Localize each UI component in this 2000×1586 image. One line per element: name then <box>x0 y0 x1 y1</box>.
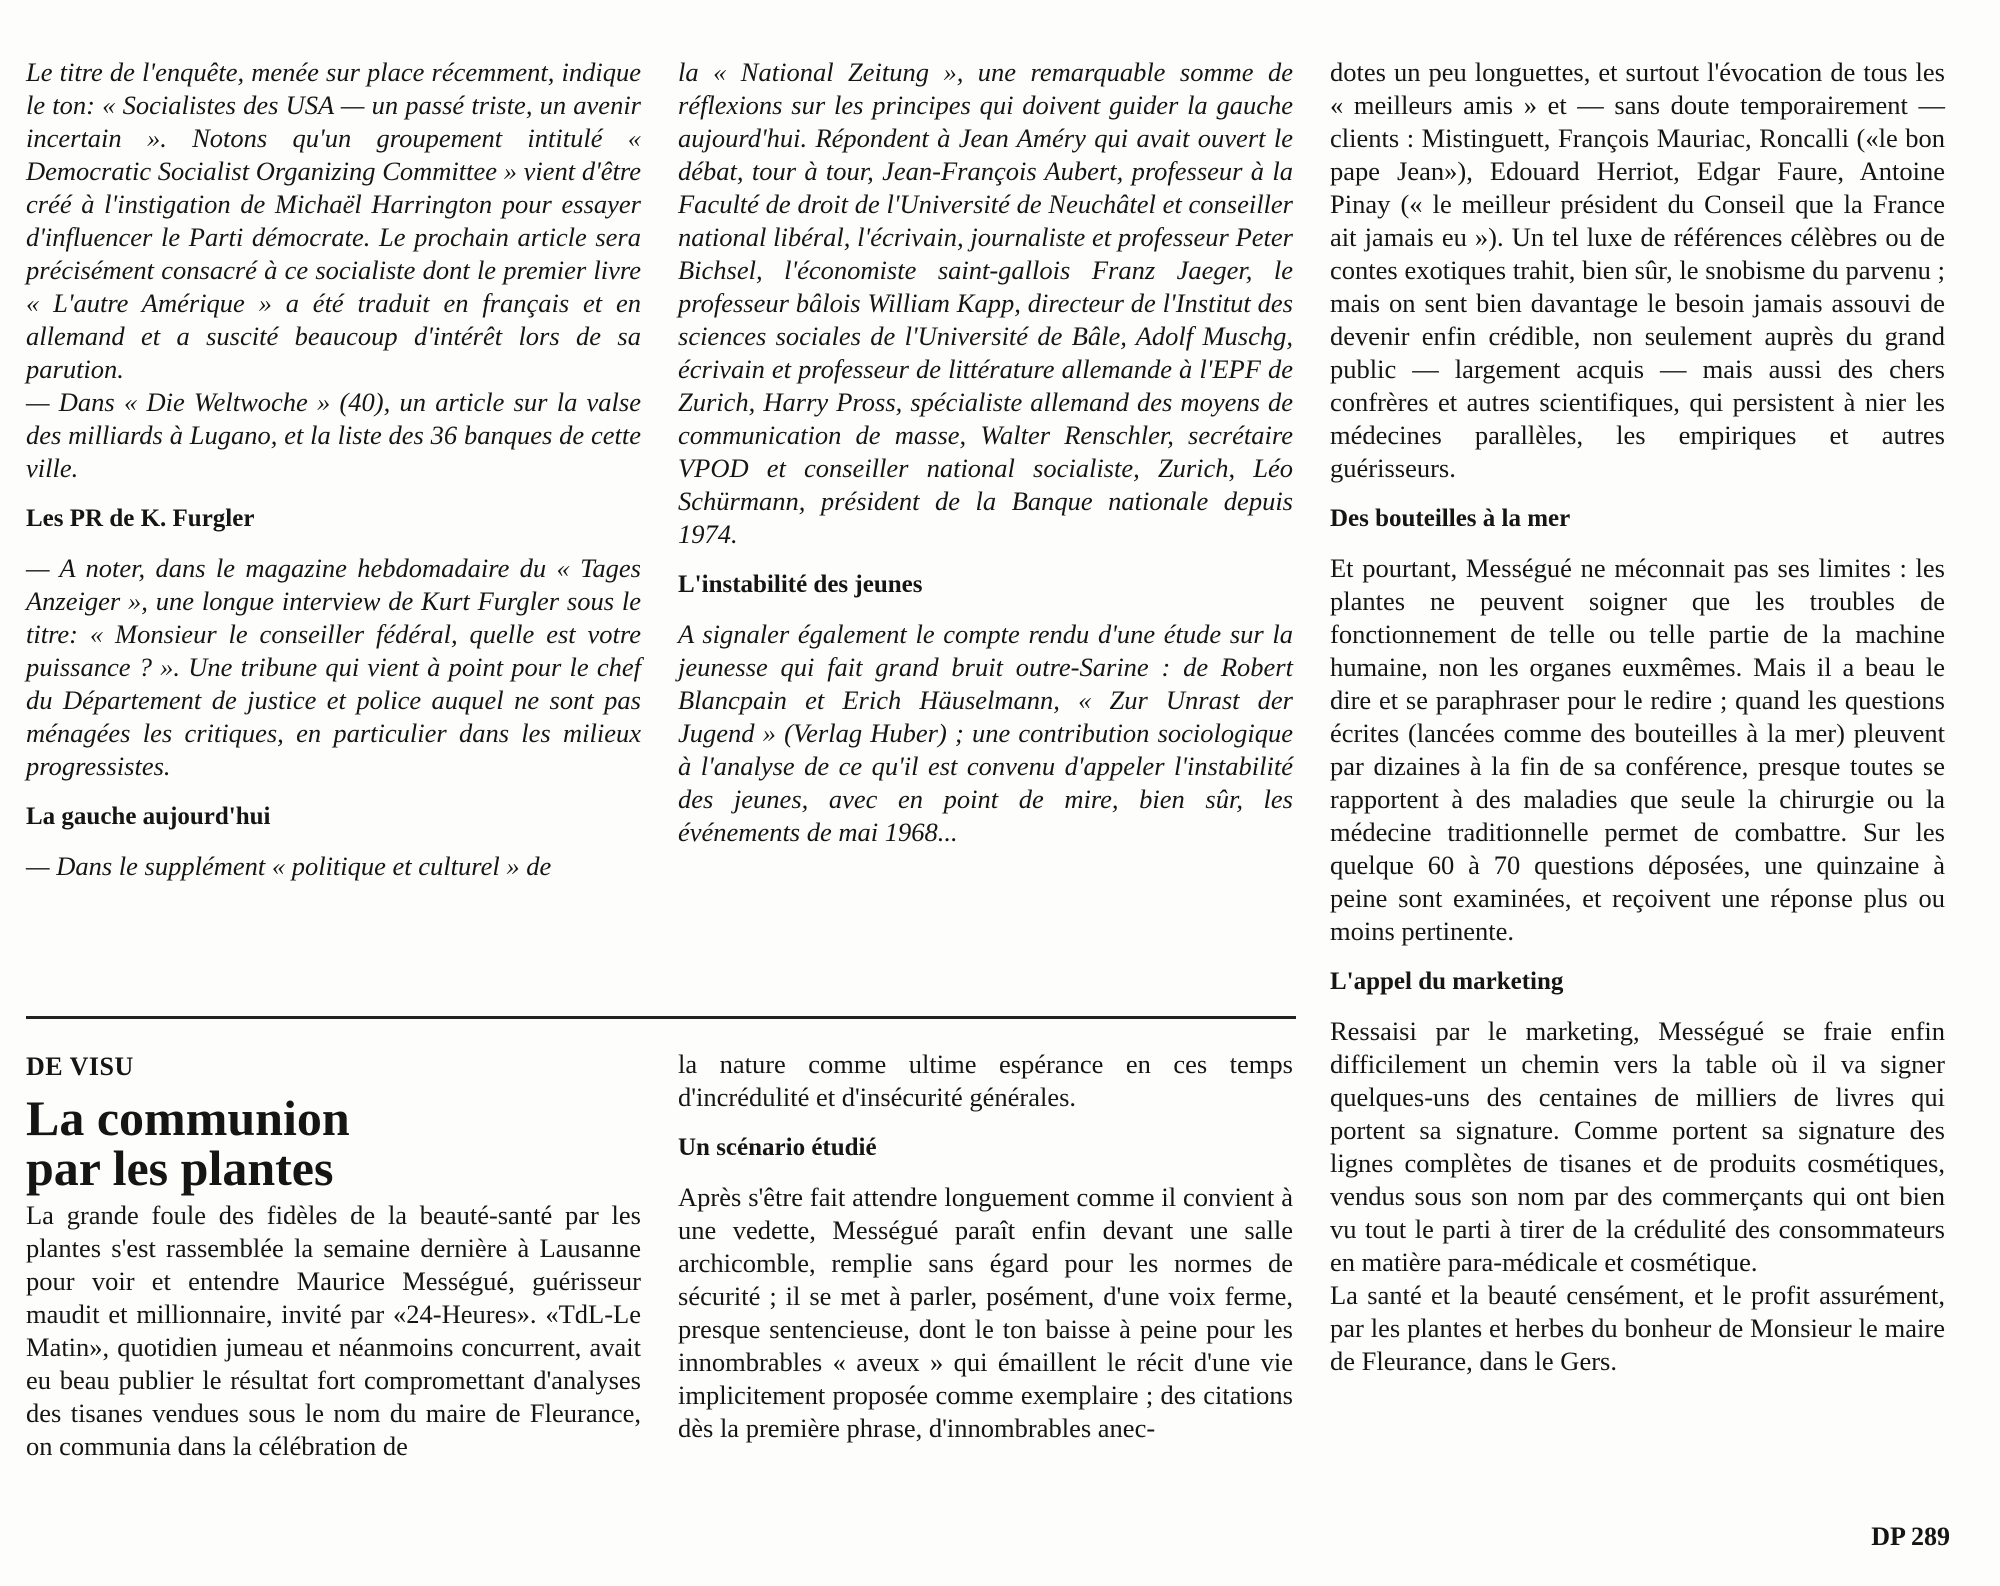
page-number: DP 289 <box>1871 1522 1950 1551</box>
column-right <box>1330 56 1945 1378</box>
paragraph: La santé et la beauté censément, et le profit assurément, par les plantes et herbes du bonheur de Monsieur le maire de Fleurance, dans le Gers. <box>1330 1280 1945 1376</box>
paragraph: la nature comme ultime espérance en ces temps d'incrédulité et d'insécurité générales. <box>678 1049 1293 1112</box>
section-heading: Des bouteilles à la mer <box>1330 505 1571 532</box>
paragraph: La grande foule des fidèles de la beauté-santé par les plantes s'est rassemblée la semaine dernière à Lausanne pour voir et entendre Maurice Mességué, guérisseur maudit et millionnaire, invité par «24-Heures». «TdL-Le Matin», quotidien jumeau et néanmoins concurrent, avait eu beau publier le résultat fort compromettant d'analyses des tisanes vendues sous le nom du maire de Fleurance, on communia dans la célébration de <box>26 1200 641 1461</box>
column-top-left <box>26 56 641 883</box>
paragraph: — A noter, dans le magazine hebdomadaire du « Tages Anzeiger », une longue interview de Kurt Furgler sous le titre: « Monsieur le conseiller fédéral, quelle est votre puissance ? ». Une tribune qui vient à point pour le chef du Département de justice et police auquel ne sont pas ménagées les critiques, en particulier dans les milieux progressistes. <box>26 553 641 781</box>
paragraph: — Dans « Die Weltwoche » (40), un article sur la valse des milliards à Lugano, et la liste des 36 banques de cette ville. <box>26 387 641 483</box>
paragraph: A signaler également le compte rendu d'une étude sur la jeunesse qui fait grand bruit outre-Sarine : de Robert Blancpain et Erich Häuselmann, « Zur Unrast der Jugend » (Verlag Huber) ; une contribution sociologique à l'analyse de ce qu'il est convenu d'appeler l'instabilité des jeunes, avec en point de mire, bien sûr, les événements de mai 1968... <box>678 619 1293 847</box>
article-kicker: DE VISU <box>26 1052 134 1081</box>
paragraph: Ressaisi par le marketing, Mességué se fraie enfin difficilement un chemin vers la table où il va signer quelques-uns des centaines de milliers de livres qui portent sa signature. Comme portent sa signature des lignes complètes de tisanes et de produits cosmétiques, vendus sous son nom par des commerçants qui ont bien vu tout le parti à tirer de la crédulité des consommateurs en matière para-médicale et cosmétique. <box>1330 1016 1945 1277</box>
column-bottom-middle <box>678 1048 1293 1445</box>
column-bottom-left <box>26 1050 641 1463</box>
section-heading: Les PR de K. Furgler <box>26 505 255 532</box>
paragraph: Et pourtant, Mességué ne méconnait pas ses limites : les plantes ne peuvent soigner que les troubles de fonctionnement de telle ou telle partie de la machine humaine, non les organes euxmêmes. Mais il a beau le dire et se paraphraser pour le redire ; quand les questions écrites (lancées comme des bouteilles à la mer) pleuvent par dizaines à la fin de sa conférence, presque toutes se rapportent à des maladies que seule la chirurgie ou la médecine traditionnelle permet de combattre. Sur les quelque 60 à 70 questions déposées, une quinzaine à peine sont examinées, et reçoivent une réponse plus ou moins pertinente. <box>1330 553 1945 946</box>
section-heading: Un scénario étudié <box>678 1134 877 1161</box>
section-heading: L'appel du marketing <box>1330 968 1564 995</box>
paragraph: dotes un peu longuettes, et surtout l'évocation de tous les « meilleurs amis » et — sans doute temporairement — clients : Mistinguett, François Mauriac, Roncalli («le bon pape Jean»), Edouard Herriot, Edgar Faure, Antoine Pinay (« le meilleur président du Conseil que la France ait jamais eu »). Un tel luxe de références célèbres ou de contes exotiques trahit, bien sûr, le snobisme du parvenu ; mais on sent bien davantage le besoin jamais assouvi de devenir enfin crédible, non seulement auprès du grand public — largement acquis — mais aussi des chers confrères et autres scientifiques, qui persistent à nier les médecines parallèles, les empiriques et autres guérisseurs. <box>1330 57 1945 483</box>
article-title-line-1: La communion <box>26 1090 350 1146</box>
section-divider <box>26 1016 1296 1019</box>
column-top-middle <box>678 56 1293 849</box>
paragraph: Le titre de l'enquête, menée sur place récemment, indique le ton: « Socialistes des USA — un passé triste, un avenir incertain ». Notons qu'un groupement intitulé « Democratic Socialist Organizing Committee » vient d'être créé à l'instigation de Michaël Harrington pour essayer d'influencer le Parti démocrate. Le prochain article sera précisément consacré à ce socialiste dont le premier livre « L'autre Amérique » a été traduit en français et en allemand et a suscité beaucoup d'intérêt lors de sa parution. <box>26 57 641 384</box>
paragraph: Après s'être fait attendre longuement comme il convient à une vedette, Mességué paraît enfin devant une salle archicomble, remplie sans égard pour les normes de sécurité ; il se met à parler, posément, d'une voix ferme, presque sentencieuse, dont le ton baisse à peine pour les innombrables « aveux » qui émaillent le récit d'une vie implicitement proposée comme exemplaire ; des citations dès la première phrase, d'innombrables anec- <box>678 1182 1293 1443</box>
article-title-line-2: par les plantes <box>26 1140 334 1196</box>
paragraph: — Dans le supplément « politique et culturel » de <box>26 851 552 881</box>
paragraph: la « National Zeitung », une remarquable somme de réflexions sur les principes qui doivent guider la gauche aujourd'hui. Répondent à Jean Améry qui avait ouvert le débat, tour à tour, Jean-François Aubert, professeur à la Faculté de droit de l'Université de Neuchâtel et conseiller national libéral, l'écrivain, journaliste et professeur Peter Bichsel, l'économiste saint-gallois Franz Jaeger, le professeur bâlois William Kapp, directeur de l'Institut des sciences sociales de l'Université de Bâle, Adolf Muschg, écrivain et professeur de littérature allemande à l'EPF de Zurich, Harry Pross, spécialiste allemand des moyens de communication de masse, Walter Renschler, secrétaire VPOD et conseiller national socialiste, Zurich, Léo Schürmann, président de la Banque nationale depuis 1974. <box>678 57 1293 549</box>
section-heading: La gauche aujourd'hui <box>26 803 271 830</box>
section-heading: L'instabilité des jeunes <box>678 571 923 598</box>
